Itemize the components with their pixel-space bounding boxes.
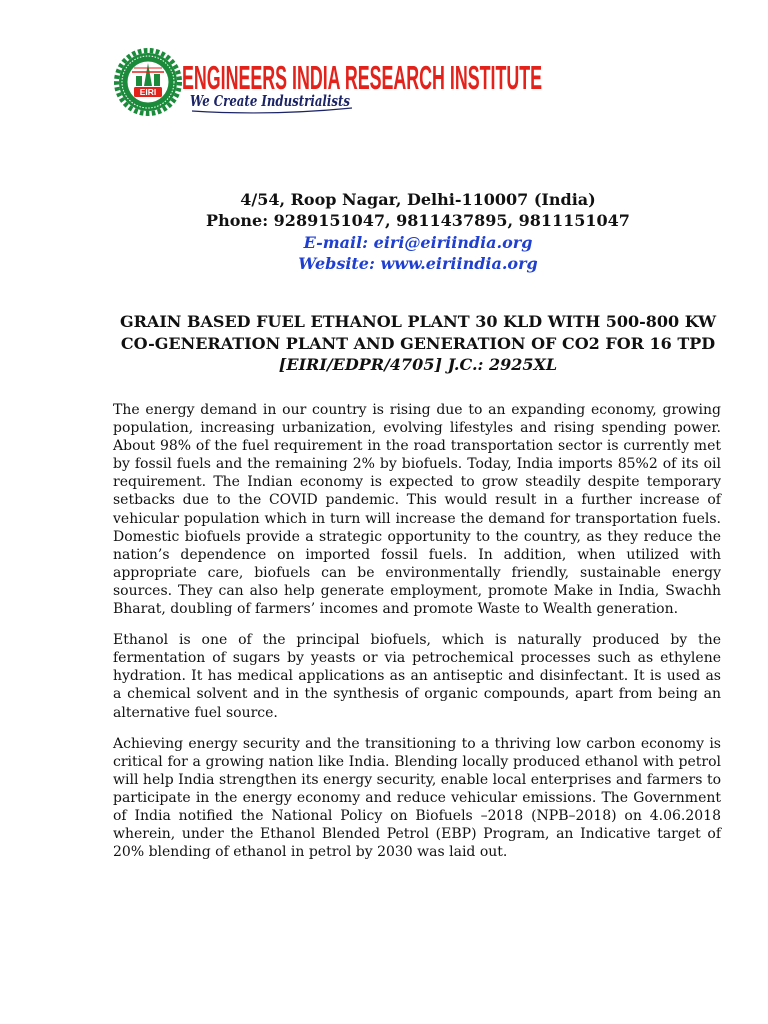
website-link[interactable]: Website: www.eiriindia.org — [298, 254, 538, 274]
institute-tagline: We Create Industrialists — [190, 92, 351, 110]
project-reference: [EIRI/EDPR/4705] J.C.: 2925XL — [278, 355, 558, 374]
contact-block — [68, 189, 768, 275]
body-text — [113, 401, 721, 874]
paragraph: Achieving energy security and the transitioning to a thriving low carbon economy is critical for a growing nation like India. Blending locally produced ethanol with petrol will help India strengthen its energy security, enable local enterprises and farmers to participate in the energy economy and reduce vehicular emissions. The Government of India notified the National Policy on Biofuels –2018 (NPB–2018) on 4.06.2018 wherein, under the Ethanol Blended Petrol (EBP) Program, an Indicative target of 20% blending of ethanol in petrol by 2030 was laid out. — [113, 735, 721, 861]
institute-name: ENGINEERS INDIA RESEARCH INSTITUTE — [182, 59, 542, 96]
logo-seal — [114, 48, 182, 116]
title-line-2: CO-GENERATION PLANT AND GENERATION OF CO2 FOR 16 TPD — [120, 333, 716, 353]
address-line: 4/54, Roop Nagar, Delhi-110007 (India) — [240, 190, 596, 209]
paragraph: The energy demand in our country is rising due to an expanding economy, growing population, increasing urbanization, evolving lifestyles and rising spending power. About 98% of the fuel requirement in the road transportation sector is currently met by fossil fuels and the remaining 2% by biofuels. Today, India imports 85%2 of its oil requirement. The Indian economy is expected to grow steadily despite temporary setbacks due to the COVID pandemic. This would result in a further increase of vehicular population which in turn will increase the demand for transportation fuels. Domestic biofuels provide a strategic opportunity to the country, as they reduce the nation’s dependence on imported fossil fuels. In addition, when utilized with appropriate care, biofuels can be environmentally friendly, sustainable energy sources. They can also help generate employment, promote Make in India, Swachh Bharat, doubling of farmers’ incomes and promote Waste to Wealth generation. — [113, 402, 721, 618]
paragraph: Ethanol is one of the principal biofuels, which is naturally produced by the fermentation of sugars by yeasts or via petrochemical processes such as ethylene hydration. It has medical applications as an antiseptic and disinfectant. It is used as a chemical solvent and in the synthesis of organic compounds, apart from being an alternative fuel source. — [113, 632, 721, 721]
title-line-1: GRAIN BASED FUEL ETHANOL PLANT 30 KLD WITH 500-800 KW — [119, 312, 717, 331]
seal-lettering: EIRI — [139, 87, 157, 97]
document-title — [68, 311, 768, 376]
email-link[interactable]: E-mail: eiri@eiriindia.org — [303, 232, 533, 252]
phone-line: Phone: 9289151047, 9811437895, 9811151047 — [206, 211, 630, 231]
brand-header — [180, 56, 552, 118]
